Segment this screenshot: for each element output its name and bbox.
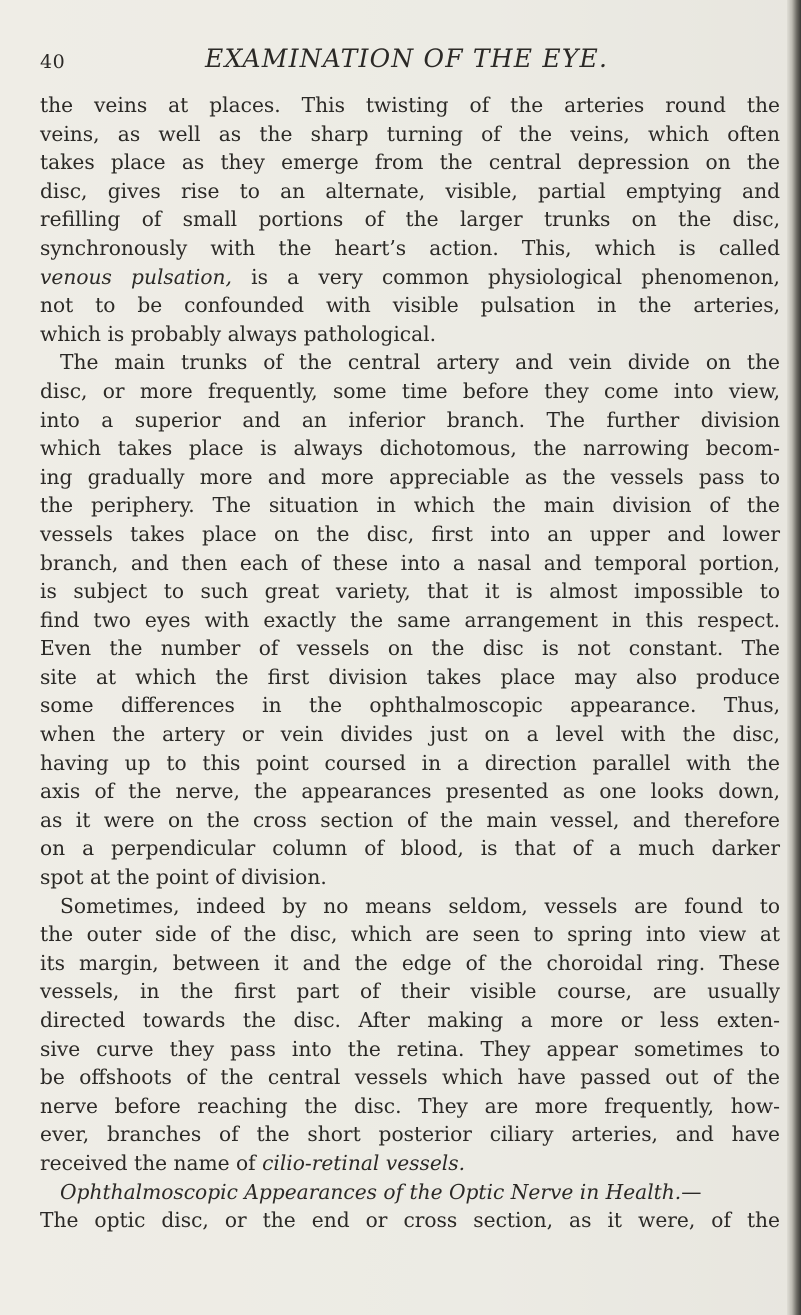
text-line [40, 1035, 780, 1064]
text-line [40, 606, 780, 635]
text-segment: into a superior and an inferior branch. The further division [40, 407, 780, 432]
text-line [40, 1149, 780, 1178]
text-segment: when the artery or vein divides just on a level with the disc, [40, 722, 780, 747]
text-segment: refilling of small portions of the larger trunks on the disc, [40, 207, 780, 232]
text-line [40, 177, 780, 206]
text-line [40, 520, 780, 549]
italic-text: venous pulsation, [40, 264, 232, 289]
page-header [40, 44, 780, 84]
text-line [40, 234, 780, 263]
text-line [40, 834, 780, 863]
text-segment: disc, gives rise to an alternate, visible, partial emptying and [40, 178, 780, 203]
text-segment: ing gradually more and more appreciable as the vessels pass to [40, 464, 780, 489]
text-line [40, 406, 780, 435]
text-line [40, 263, 780, 292]
text-segment: which is probably always pathological. [40, 321, 437, 346]
running-head: EXAMINATION OF THE EYE. [205, 44, 609, 73]
text-line [40, 320, 780, 349]
text-line [40, 977, 780, 1006]
text-line [40, 1120, 780, 1149]
text-line [40, 549, 780, 578]
page-number: 40 [40, 51, 66, 73]
text-segment: find two eyes with exactly the same arrangement in this respect. [40, 607, 780, 632]
text-line [40, 949, 780, 978]
text-line [40, 863, 780, 892]
text-line [40, 920, 780, 949]
text-segment: branch, and then each of these into a nasal and temporal portion, [40, 550, 780, 575]
text-segment: which takes place is always dichotomous, the narrowing becom- [40, 436, 780, 461]
text-line [40, 1006, 780, 1035]
text-segment: the outer side of the disc, which are seen to spring into view at [40, 922, 780, 947]
text-line [40, 1178, 780, 1207]
text-line [40, 91, 780, 120]
text-segment: synchronously with the heart’s action. This, which is called [40, 235, 780, 260]
text-segment: as it were on the cross section of the main vessel, and therefore [40, 807, 780, 832]
text-segment: — [681, 1179, 702, 1204]
text-line [40, 205, 780, 234]
text-line [40, 749, 780, 778]
text-segment: directed towards the disc. After making a more or less exten- [40, 1008, 780, 1032]
text-segment: axis of the nerve, the appearances presented as one looks down, [40, 779, 780, 804]
text-line [40, 806, 780, 835]
text-segment: the veins at places. This twisting of the arteries round the [40, 93, 780, 117]
text-segment: Even the number of vessels on the disc is not constant. The [40, 636, 780, 661]
text-segment: The optic disc, or the end or cross section, as it were, of the [40, 1208, 780, 1233]
text-line [40, 777, 780, 806]
text-segment: is subject to such great variety, that it is almost impossible to [40, 579, 780, 604]
text-line [40, 663, 780, 692]
text-line [40, 1092, 780, 1121]
text-line [40, 348, 780, 377]
text-segment: some differences in the ophthalmoscopic appearance. Thus, [40, 693, 780, 718]
text-line [40, 720, 780, 749]
page-edge-shadow [787, 0, 801, 1315]
text-line [40, 1206, 780, 1235]
text-line [40, 463, 780, 492]
text-segment: site at which the first division takes place may also produce [40, 664, 780, 689]
text-segment: be offshoots of the central vessels which have passed out of the [40, 1065, 780, 1090]
text-segment: is a very common physiological phenomenon, [231, 264, 780, 289]
text-segment: ever, branches of the short posterior ciliary arteries, and have [40, 1122, 780, 1147]
text-segment: on a perpendicular column of blood, is that of a much darker [40, 836, 780, 861]
text-segment: vessels takes place on the disc, first into an upper and lower [40, 521, 780, 546]
text-segment: takes place as they emerge from the central depression on the [40, 150, 780, 175]
text-segment: received the name of [40, 1150, 263, 1175]
text-segment: Sometimes, indeed by no means seldom, vessels are found to [60, 893, 780, 918]
text-line [40, 892, 780, 921]
text-line [40, 577, 780, 606]
text-line [40, 120, 780, 149]
text-segment: vessels, in the first part of their visible course, are usually [40, 979, 780, 1004]
text-segment: its margin, between it and the edge of the choroidal ring. These [40, 950, 780, 975]
text-line [40, 377, 780, 406]
text-segment: The main trunks of the central artery and vein divide on the [60, 350, 780, 375]
text-segment: the periphery. The situation in which the main division of the [40, 493, 780, 518]
text-segment: having up to this point coursed in a direction parallel with the [40, 750, 780, 775]
italic-text: Ophthalmoscopic Appearances of the Optic Nerve in Health. [60, 1179, 682, 1204]
text-segment: veins, as well as the sharp turning of the veins, which often [40, 121, 780, 146]
body-text [40, 91, 780, 1235]
text-line [40, 1063, 780, 1092]
text-segment: sive curve they pass into the retina. They appear sometimes to [40, 1036, 780, 1061]
text-segment: disc, or more frequently, some time before they come into view, [40, 378, 780, 403]
text-line [40, 691, 780, 720]
text-segment: nerve before reaching the disc. They are more frequently, how- [40, 1093, 780, 1118]
text-line [40, 291, 780, 320]
text-line [40, 148, 780, 177]
text-line [40, 634, 780, 663]
italic-text: cilio-retinal vessels. [262, 1150, 466, 1175]
text-segment: not to be confounded with visible pulsation in the arteries, [40, 293, 780, 318]
text-segment: spot at the point of division. [40, 865, 327, 890]
text-line [40, 434, 780, 463]
text-line [40, 491, 780, 520]
